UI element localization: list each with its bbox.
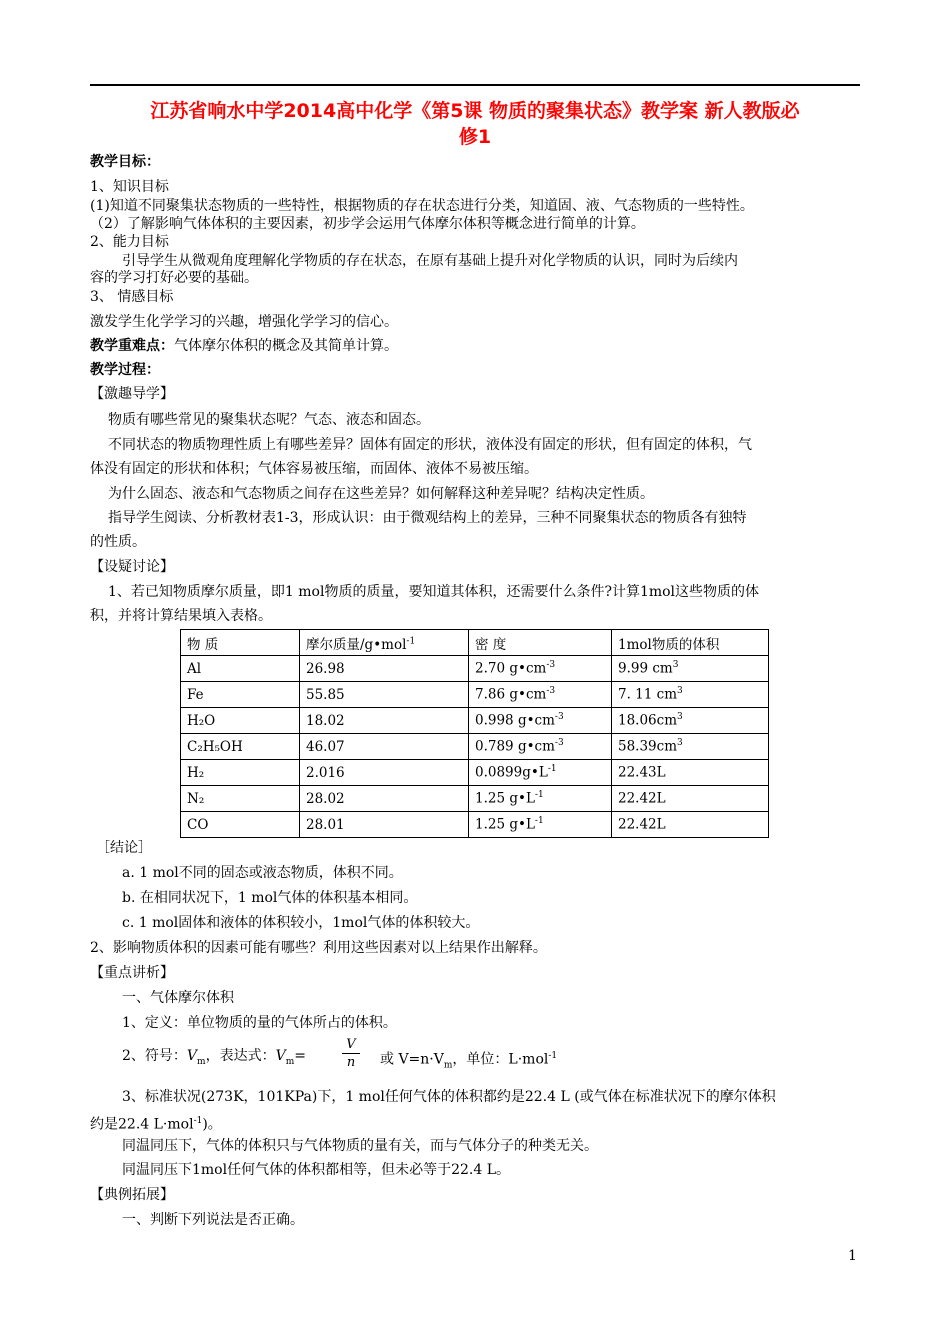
focus-p2: 同温同压下1mol任何气体的体积都相等，但未必等于22.4 L。	[122, 1162, 511, 1178]
focus-heading: 【重点讲析】	[90, 965, 174, 981]
key-points	[90, 336, 398, 356]
focus-symbol-line: 2、符号：$V_m$，表达式：$V_m=$	[122, 1048, 306, 1067]
table-row	[181, 708, 769, 734]
cell-volume: 22.42L	[612, 812, 769, 838]
examples-heading: 【典例拓展】	[90, 1187, 174, 1203]
header-molar-mass: 摩尔质量/g•mol$^{-1}$	[300, 630, 469, 656]
fraction-numerator: V	[342, 1036, 360, 1054]
page-number: 1	[848, 1248, 857, 1264]
knowledge-goal-1: (1)知道不同聚集状态物质的一些特性，根据物质的存在状态进行分类，知道固、液、气态物质的一些特性。	[90, 198, 754, 214]
table-row	[181, 812, 769, 838]
emotion-goal-1: 激发学生化学学习的兴趣，增强化学学习的信心。	[90, 314, 398, 330]
focus-definition: 1、定义：单位物质的量的气体所占的体积。	[122, 1015, 397, 1031]
cell-volume: $18.06cm^3$	[612, 708, 769, 734]
conclusion-b: b. 在相同状况下，1 mol气体的体积基本相同。	[122, 890, 418, 906]
cell-molar-mass: 28.02	[300, 786, 469, 812]
cell-volume: $58.39cm^3$	[612, 734, 769, 760]
cell-molar-mass: 46.07	[300, 734, 469, 760]
intro-p2a: 不同状态的物质物理性质上有哪些差异？固体有固定的形状，液体没有固定的形状，但有固定的体积，气	[108, 437, 752, 453]
molar-volume-fraction	[342, 1036, 360, 1071]
cell-molar-mass: 2.016	[300, 760, 469, 786]
table-row	[181, 786, 769, 812]
emotion-goal-title: 3、 情感目标	[90, 289, 174, 305]
title-line-2: 修1	[458, 126, 492, 148]
cell-substance: CO	[181, 812, 300, 838]
cell-substance: H₂	[181, 760, 300, 786]
focus-standard-1: 3、标准状况(273K，101KPa)下，1 mol任何气体的体积都约是22.4 L (或气体在标准状况下的摩尔体积	[122, 1089, 776, 1105]
intro-p1: 物质有哪些常见的聚集状态呢？气态、液态和固态。	[108, 412, 430, 428]
cell-molar-mass: 26.98	[300, 656, 469, 682]
cell-density: 7.86 $g•cm^{-3}$	[469, 682, 612, 708]
conclusion-c: c. 1 mol固体和液体的体积较小，1mol气体的体积较大。	[122, 915, 480, 931]
intro-p2b: 体没有固定的形状和体积；气体容易被压缩，而固体、液体不易被压缩。	[90, 461, 538, 477]
cell-volume: 7. 11 $cm^3$	[612, 682, 769, 708]
intro-heading: 【激趣导学】	[90, 386, 174, 402]
knowledge-goal-2: （2）了解影响气体体积的主要因素，初步学会运用气体摩尔体积等概念进行简单的计算。	[90, 216, 645, 232]
table-row	[181, 760, 769, 786]
page-title	[90, 98, 860, 150]
cell-substance: C₂H₅OH	[181, 734, 300, 760]
cell-molar-mass: 18.02	[300, 708, 469, 734]
discussion-heading: 【设疑讨论】	[90, 559, 174, 575]
header-volume: 1mol物质的体积	[612, 630, 769, 656]
cell-volume: 22.43L	[612, 760, 769, 786]
conclusion-a: a. 1 mol不同的固态或液态物质，体积不同。	[122, 865, 403, 881]
cell-volume: 9.99 $cm^3$	[612, 656, 769, 682]
molar-volume-table	[180, 629, 769, 838]
header-substance: 物 质	[181, 630, 300, 656]
process-heading: 教学过程：	[90, 362, 160, 378]
key-points-label: 教学重难点：	[90, 338, 174, 354]
question-2: 2、影响物质体积的因素可能有哪些？利用这些因素对以上结果作出解释。	[90, 940, 547, 956]
cell-density: $0.0899g•L^{-1}$	[469, 760, 612, 786]
table-row	[181, 734, 769, 760]
cell-molar-mass: 55.85	[300, 682, 469, 708]
intro-p3: 为什么固态、液态和气态物质之间存在这些差异？如何解释这种差异呢？结构决定性质。	[108, 486, 654, 502]
question-1b: 积，并将计算结果填入表格。	[90, 608, 272, 624]
goals-heading: 教学目标：	[90, 154, 160, 170]
title-line-1: 江苏省响水中学2014高中化学《第5课 物质的聚集状态》教学案 新人教版必	[150, 100, 800, 122]
cell-substance: Fe	[181, 682, 300, 708]
cell-density: 2.70 $g•cm^{-3}$	[469, 656, 612, 682]
cell-molar-mass: 28.01	[300, 812, 469, 838]
fraction-denominator: n	[346, 1055, 356, 1070]
top-rule	[90, 84, 860, 86]
cell-substance: H₂O	[181, 708, 300, 734]
cell-density: 1.25 $g•L^{-1}$	[469, 786, 612, 812]
intro-p4b: 的性质。	[90, 534, 146, 550]
ability-goal-title: 2、能力目标	[90, 234, 169, 250]
table-header-row	[181, 630, 769, 656]
header-density: 密 度	[469, 630, 612, 656]
ability-goal-1: 引导学生从微观角度理解化学物质的存在状态，在原有基础上提升对化学物质的认识，同时为后续内	[122, 253, 738, 269]
question-1a: 1、若已知物质摩尔质量，即1 mol物质的质量，要知道其体积，还需要什么条件?计算1mol这些物质的体	[108, 584, 760, 600]
focus-p1: 同温同压下，气体的体积只与气体物质的量有关，而与气体分子的种类无关。	[122, 1138, 598, 1154]
cell-density: 1.25 $g•L^{-1}$	[469, 812, 612, 838]
knowledge-goal-title: 1、知识目标	[90, 179, 169, 195]
key-points-text: 气体摩尔体积的概念及其简单计算。	[174, 338, 398, 354]
intro-p4a: 指导学生阅读、分析教材表1-3，形成认识：由于微观结构上的差异，三种不同聚集状态的物质各有独特	[108, 510, 747, 526]
table-row	[181, 682, 769, 708]
focus-alt-expression: 或 $V=n\cdot V_m$，单位：L·mol$^{-1}$	[380, 1051, 558, 1071]
focus-standard-2: 约是22.4 L·mol$^{-1}$)。	[90, 1116, 222, 1133]
cell-substance: N₂	[181, 786, 300, 812]
cell-density: 0.789 $g•cm^{-3}$	[469, 734, 612, 760]
ability-goal-2: 容的学习打好必要的基础。	[90, 270, 258, 286]
conclusion-label: ［结论］	[96, 840, 152, 856]
examples-p1: 一、判断下列说法是否正确。	[122, 1212, 304, 1228]
cell-volume: 22.42L	[612, 786, 769, 812]
focus-section-1: 一、气体摩尔体积	[122, 990, 234, 1006]
cell-density: 0.998 $g•cm^{-3}$	[469, 708, 612, 734]
cell-substance: Al	[181, 656, 300, 682]
table-row	[181, 656, 769, 682]
